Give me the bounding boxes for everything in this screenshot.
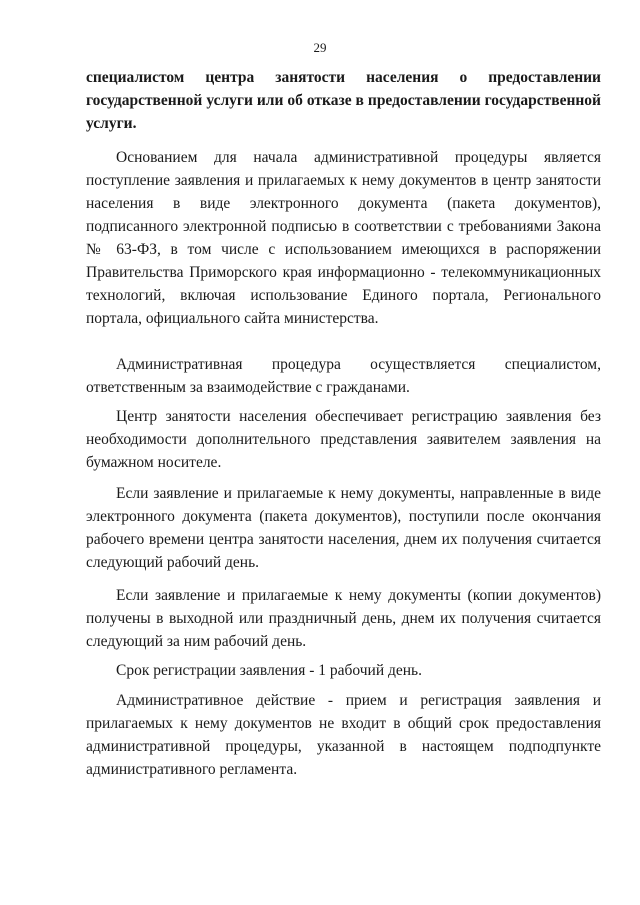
paragraph-term: Срок регистрации заявления - 1 рабочий день. [116, 662, 423, 679]
paragraph-action: Административное действие - прием и регистрация заявления и прилагаемых к нему документов не входит в общий срок предоставления административной процедуры, указанной в настоящем подподпункте административного регламента. [86, 692, 601, 778]
paragraph-registration: Центр занятости населения обеспечивает регистрацию заявления без необходимости дополнительного представления заявителем заявления на бумажном носителе. [86, 408, 601, 471]
page-number: 29 [313, 40, 327, 55]
paragraph-holiday: Если заявление и прилагаемые к нему документы (копии документов) получены в выходной или праздничный день, днем их получения считается следующий за ним рабочий день. [86, 587, 601, 650]
paragraph-basis: Основанием для начала административной процедуры является поступление заявления и прилагаемых к нему документов в центр занятости населения в виде электронного документа (пакета документов), подписанного электронной подписью в соответствии с требованиями Закона № 63-ФЗ, в том числе с использованием имеющихся в распоряжении Правительства Приморского края информационно - телекоммуникационных технологий, включая использование Единого портала, Регионального портала, официального сайта министерства. [86, 149, 601, 327]
paragraph-responsible: Административная процедура осуществляется специалистом, ответственным за взаимодействие с гражданами. [86, 356, 601, 396]
paragraph-after-hours: Если заявление и прилагаемые к нему документы, направленные в виде электронного документа (пакета документов), поступили после окончания рабочего времени центра занятости населения, днем их получения считается следующий рабочий день. [86, 485, 601, 571]
section-heading: специалистом центра занятости населения о предоставлении государственной услуги или об отказе в предоставлении государственной услуги. [86, 69, 601, 132]
